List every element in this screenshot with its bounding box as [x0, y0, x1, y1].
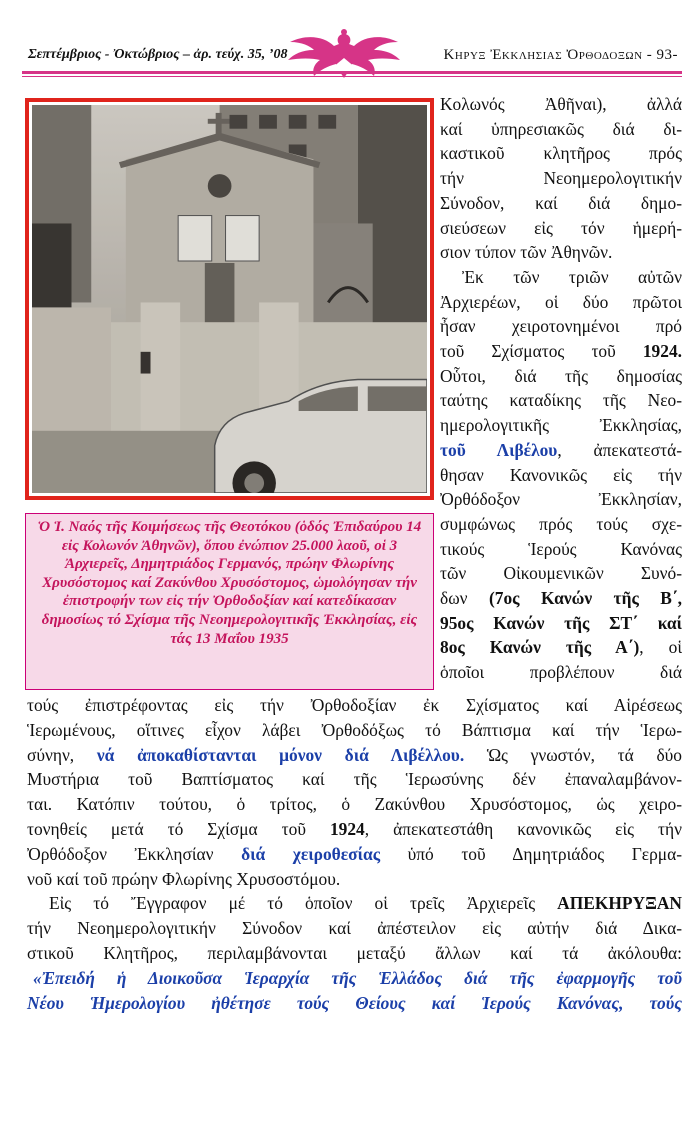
header-rule-thin	[22, 76, 682, 77]
issue-info: Σεπτέμβριος - Ὀκτώβριος – ἀρ. τεύχ. 35, ’08	[28, 47, 288, 62]
line: σύνην, νά ἀποκαθίστανται μόνον διά Λιβέλλου. Ὡς γνωστόν, τά δύο	[27, 744, 682, 765]
line: σιεύσεων εἰς τόν ἡμερή-	[440, 217, 682, 238]
line: ἦσαν χειροτονημένοι πρό	[440, 316, 682, 337]
line: συμφώνως πρός τούς σχε-	[440, 513, 682, 534]
line: 95ος Κανών τῆς ΣΤ΄ καί	[440, 612, 682, 633]
line: τοῦ Λιβέλου, ἀπεκατεστά-	[440, 439, 683, 460]
line: στικοῦ Κλητῆρος, περιλαμβάνονται μεταξύ ἄλλων καί τά ἀκόλουθα:	[27, 942, 682, 963]
full-width-text	[27, 693, 682, 1015]
line: Εἰς τό Ἔγγραφον μέ τό ὁποῖον οἱ τρεῖς Ἀρχιερεῖς ΑΠΕΚΗΡΥΞΑΝ	[49, 893, 682, 914]
line: Ὀρθόδοξον Ἐκκλησίαν διά χειροθεσίας ὑπό τοῦ Δημητριάδος Γερμα-	[27, 843, 682, 864]
line: τοῦ Σχίσματος τοῦ 1924.	[440, 341, 682, 362]
emphasis: 8ος Κανών τῆς Α΄)	[440, 637, 640, 658]
page-header	[22, 34, 682, 82]
line: Κολωνός Ἀθῆναι), ἀλλά	[440, 94, 682, 114]
line: Ἱερωμένους, οἵτινες εἶχον λάβει Ὀρθοδόξως τό Βάπτισμα καί τήν Ἱερω-	[27, 719, 682, 740]
emphasis: ΑΠΕΚΗΡΥΞΑΝ	[557, 893, 682, 914]
line: ται. Κατόπιν τούτου, ὁ τρίτος, ὁ Ζακύνθου Χρυσόστομος, ὡς χειρο-	[27, 794, 682, 815]
line: Οὗτοι, διά τῆς δημοσίας	[440, 365, 682, 386]
line: Ἀρχιερέων, οἱ δύο πρῶτοι	[440, 291, 682, 312]
emphasis: (7ος Κανών τῆς Β΄,	[488, 588, 682, 609]
line: καστικοῦ κλητῆρος πρός	[440, 143, 682, 164]
line: 8ος Κανών τῆς Α΄), οἱ	[440, 637, 682, 658]
line: Σύνοδον, καί διά δημο-	[440, 192, 682, 213]
photo-caption: Ὁ Ἱ. Ναός τῆς Κοιμήσεως τῆς Θεοτόκου (ὁδός Ἐπιδαύρου 14 εἰς Κολωνόν Ἀθηνῶν), ὅπου ἐνώπιον 25.000 λαοῦ, οἱ 3 Ἀρχιερεῖς, Δημητριάδος Γερμανός, πρώην Φλωρίνης Χρυσόστομος καί Ζακύνθου Χρυσόστομος, ὡμολόγησαν τήν ἐπιστροφήν των εἰς τήν Ὀρθοδοξίαν καί κατεδίκασαν δημοσίως τό Σχίσμα τῆς Νεοημερολογιτικῆς Ἐκκλησίας, εἰς τάς 13 Μαΐου 1935	[25, 513, 434, 690]
line: τῶν Οἰκουμενικῶν Συνό-	[440, 563, 682, 584]
church-photo	[32, 105, 427, 493]
line: ημερολογιτικῆς Ἐκκλησίας,	[440, 415, 682, 436]
header-rule	[22, 71, 682, 74]
line: ταύτης καταδίκης τῆς Νεο-	[440, 390, 682, 411]
line: σιον τύπον τῶν Ἀθηνῶν.	[440, 242, 613, 263]
line: τήν Νεοημερολογιτικήν Σύνοδον καί ἀπέστειλον εἰς αὐτήν διά Δικα-	[27, 918, 682, 939]
line: Ἐκ τῶν τριῶν αὐτῶν	[462, 266, 682, 287]
quote-line: «Ἐπειδή ἡ Διοικοῦσα Ἱεραρχία τῆς Ἑλλάδος διά τῆς ἐφαρμογῆς τοῦ	[33, 967, 682, 988]
line: καί ὑπηρεσιακῶς διά δι-	[440, 118, 682, 139]
emphasis: τοῦ Λιβέλου	[440, 439, 558, 460]
line: τούς ἐπιστρέφοντας εἰς τήν Ὀρθοδοξίαν ἐκ Σχίσματος καί Αἱρέσεως	[27, 695, 682, 715]
publication-title: Κηρυξ Ἐκκλησιας Ὀρθοδοξων - 93-	[443, 47, 678, 63]
emphasis: 1924.	[642, 341, 682, 362]
line: Μυστήρια τοῦ Βαπτίσματος καί τῆς Ἱερωσύνης δέν ἐπαναλαμβάνον-	[27, 769, 682, 790]
line: Ὀρθόδοξον Ἐκκλησίαν,	[440, 489, 682, 510]
line: ὁποῖοι προβλέπουν διά	[440, 662, 682, 683]
church-photo-frame	[25, 98, 434, 500]
line: θησαν Κανονικῶς εἰς τήν	[440, 464, 682, 485]
line: δων (7ος Κανών τῆς Β΄,	[440, 588, 682, 609]
emphasis: νά ἀποκαθίστανται μόνον διά Λιβέλλου.	[96, 744, 465, 765]
line: τονηθείς μετά τό Σχίσμα τοῦ 1924, ἀπεκατεστάθη κανονικῶς εἰς τήν	[27, 818, 683, 839]
quote-line: Νέου Ἡμερολογίου ἠθέτησε τούς Θείους καί Ἱερούς Κανόνας, τούς	[27, 992, 682, 1013]
line: τήν Νεοημερολογιτικήν	[440, 168, 682, 189]
line: νοῦ καί τοῦ πρώην Φλωρίνης Χρυσοστόμου.	[27, 868, 341, 889]
emphasis: διά χειροθεσίας	[241, 843, 381, 864]
right-column	[440, 92, 682, 685]
line: τικούς Ἱερούς Κανόνας	[440, 538, 682, 559]
emphasis: 1924	[329, 818, 365, 839]
